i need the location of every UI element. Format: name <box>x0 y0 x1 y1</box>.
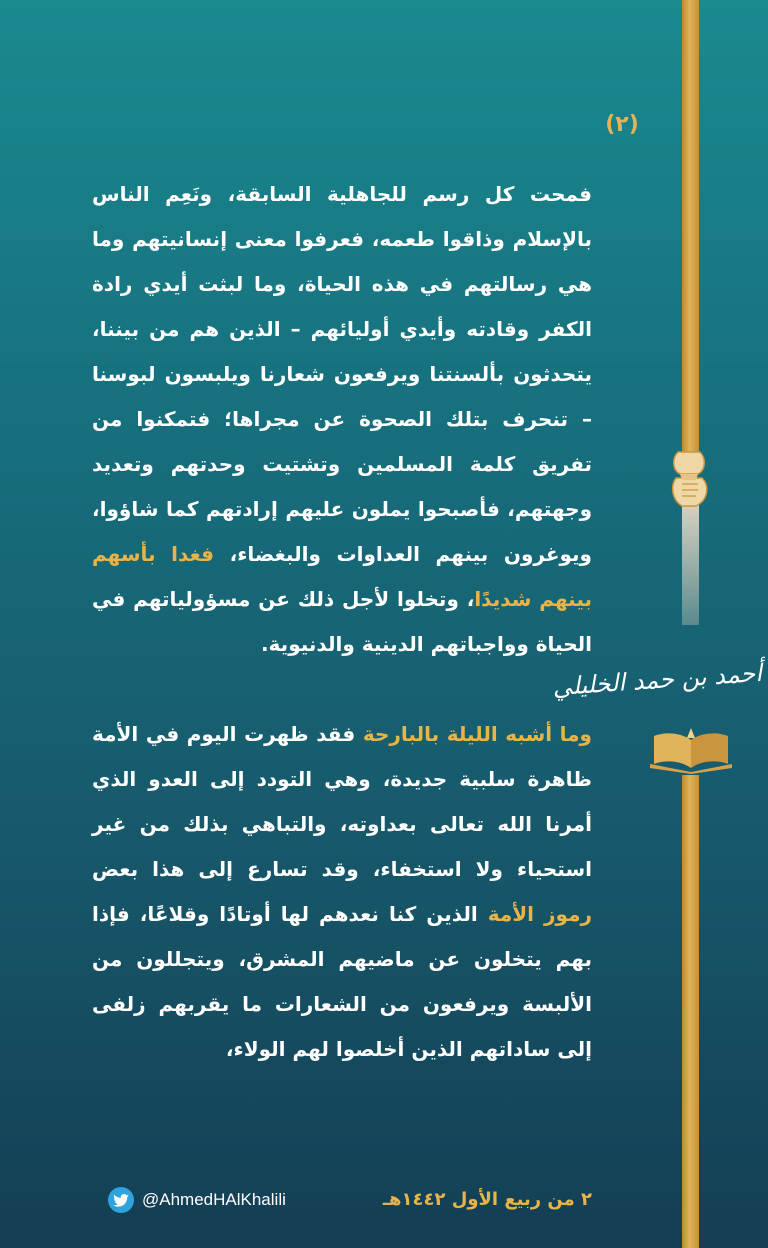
highlighted-text: فغدا بأسهم بينهم شديدًا <box>92 542 593 611</box>
hijri-date: ٢ من ربيع الأول ١٤٤٢هـ <box>382 1189 592 1210</box>
paragraph-2 <box>92 712 592 1072</box>
text-run: فقد ظهرت اليوم في الأمة ظاهرة سلبية جديدة، وهي التودد إلى العدو الذي أمرنا الله تعالى بعداوته، والتباهي بذلك من غير استحياء ولا استخفاء، وقد تسارع إلى هذا بعض <box>92 722 592 881</box>
text-run: ، وتخلوا لأجل ذلك عن مسؤولياتهم في الحياة وواجباتهم الدينية والدنيوية. <box>92 587 592 656</box>
rope-top-decoration <box>682 0 699 455</box>
open-book-icon <box>650 728 732 774</box>
twitter-handle: @AhmedHAlKhalili <box>142 1190 286 1209</box>
author-signature: أحمد بن حمد الخليلي <box>551 658 763 702</box>
highlighted-text: وما أشبه الليلة بالبارحة <box>362 722 592 746</box>
rope-frayed-decoration <box>682 505 699 625</box>
text-run: فمحت كل رسم للجاهلية السابقة، ونَعِم الناس بالإسلام وذاقوا طعمه، فعرفوا معنى إنسانيتهم وما هي رسالتهم في هذه الحياة، وما لبثت أيدي رادة الكفر وقادته وأيدي أوليائهم – الذين هم من بيننا، يتحدثون بألسنتنا ويرفعون شعارنا ويلبسون لبوسنا – تنحرف بتلك الصحوة عن مجراها؛ فتمكنوا من تفريق كلمة المسلمين وتشتيت وحدتهم وتعديد وجهتهم، فأصبحوا يملون عليهم إرادتهم كما شاؤوا، ويوغرون بينهم العداوات والبغضاء، <box>92 182 592 566</box>
article-text <box>92 172 592 1072</box>
page-number: (٢) <box>605 112 639 137</box>
text-run: الذين كنا نعدهم لها أوتادًا وقلاعًا، فإذا بهم يتخلون عن ماضيهم المشرق، ويتجللون من الألبسة ويرفعون من الشعارات ما يقربهم زلفى إلى ساداتهم الذين أخلصوا لهم الولاء، <box>92 902 592 1061</box>
twitter-icon <box>108 1187 134 1213</box>
holding-hands-icon <box>668 448 712 512</box>
social-handle-link[interactable] <box>108 1186 286 1214</box>
twitter-bird-glyph <box>113 1194 129 1207</box>
rope-bottom-decoration <box>682 775 699 1248</box>
highlighted-text: رموز الأمة <box>487 902 592 926</box>
paragraph-1 <box>92 172 592 667</box>
